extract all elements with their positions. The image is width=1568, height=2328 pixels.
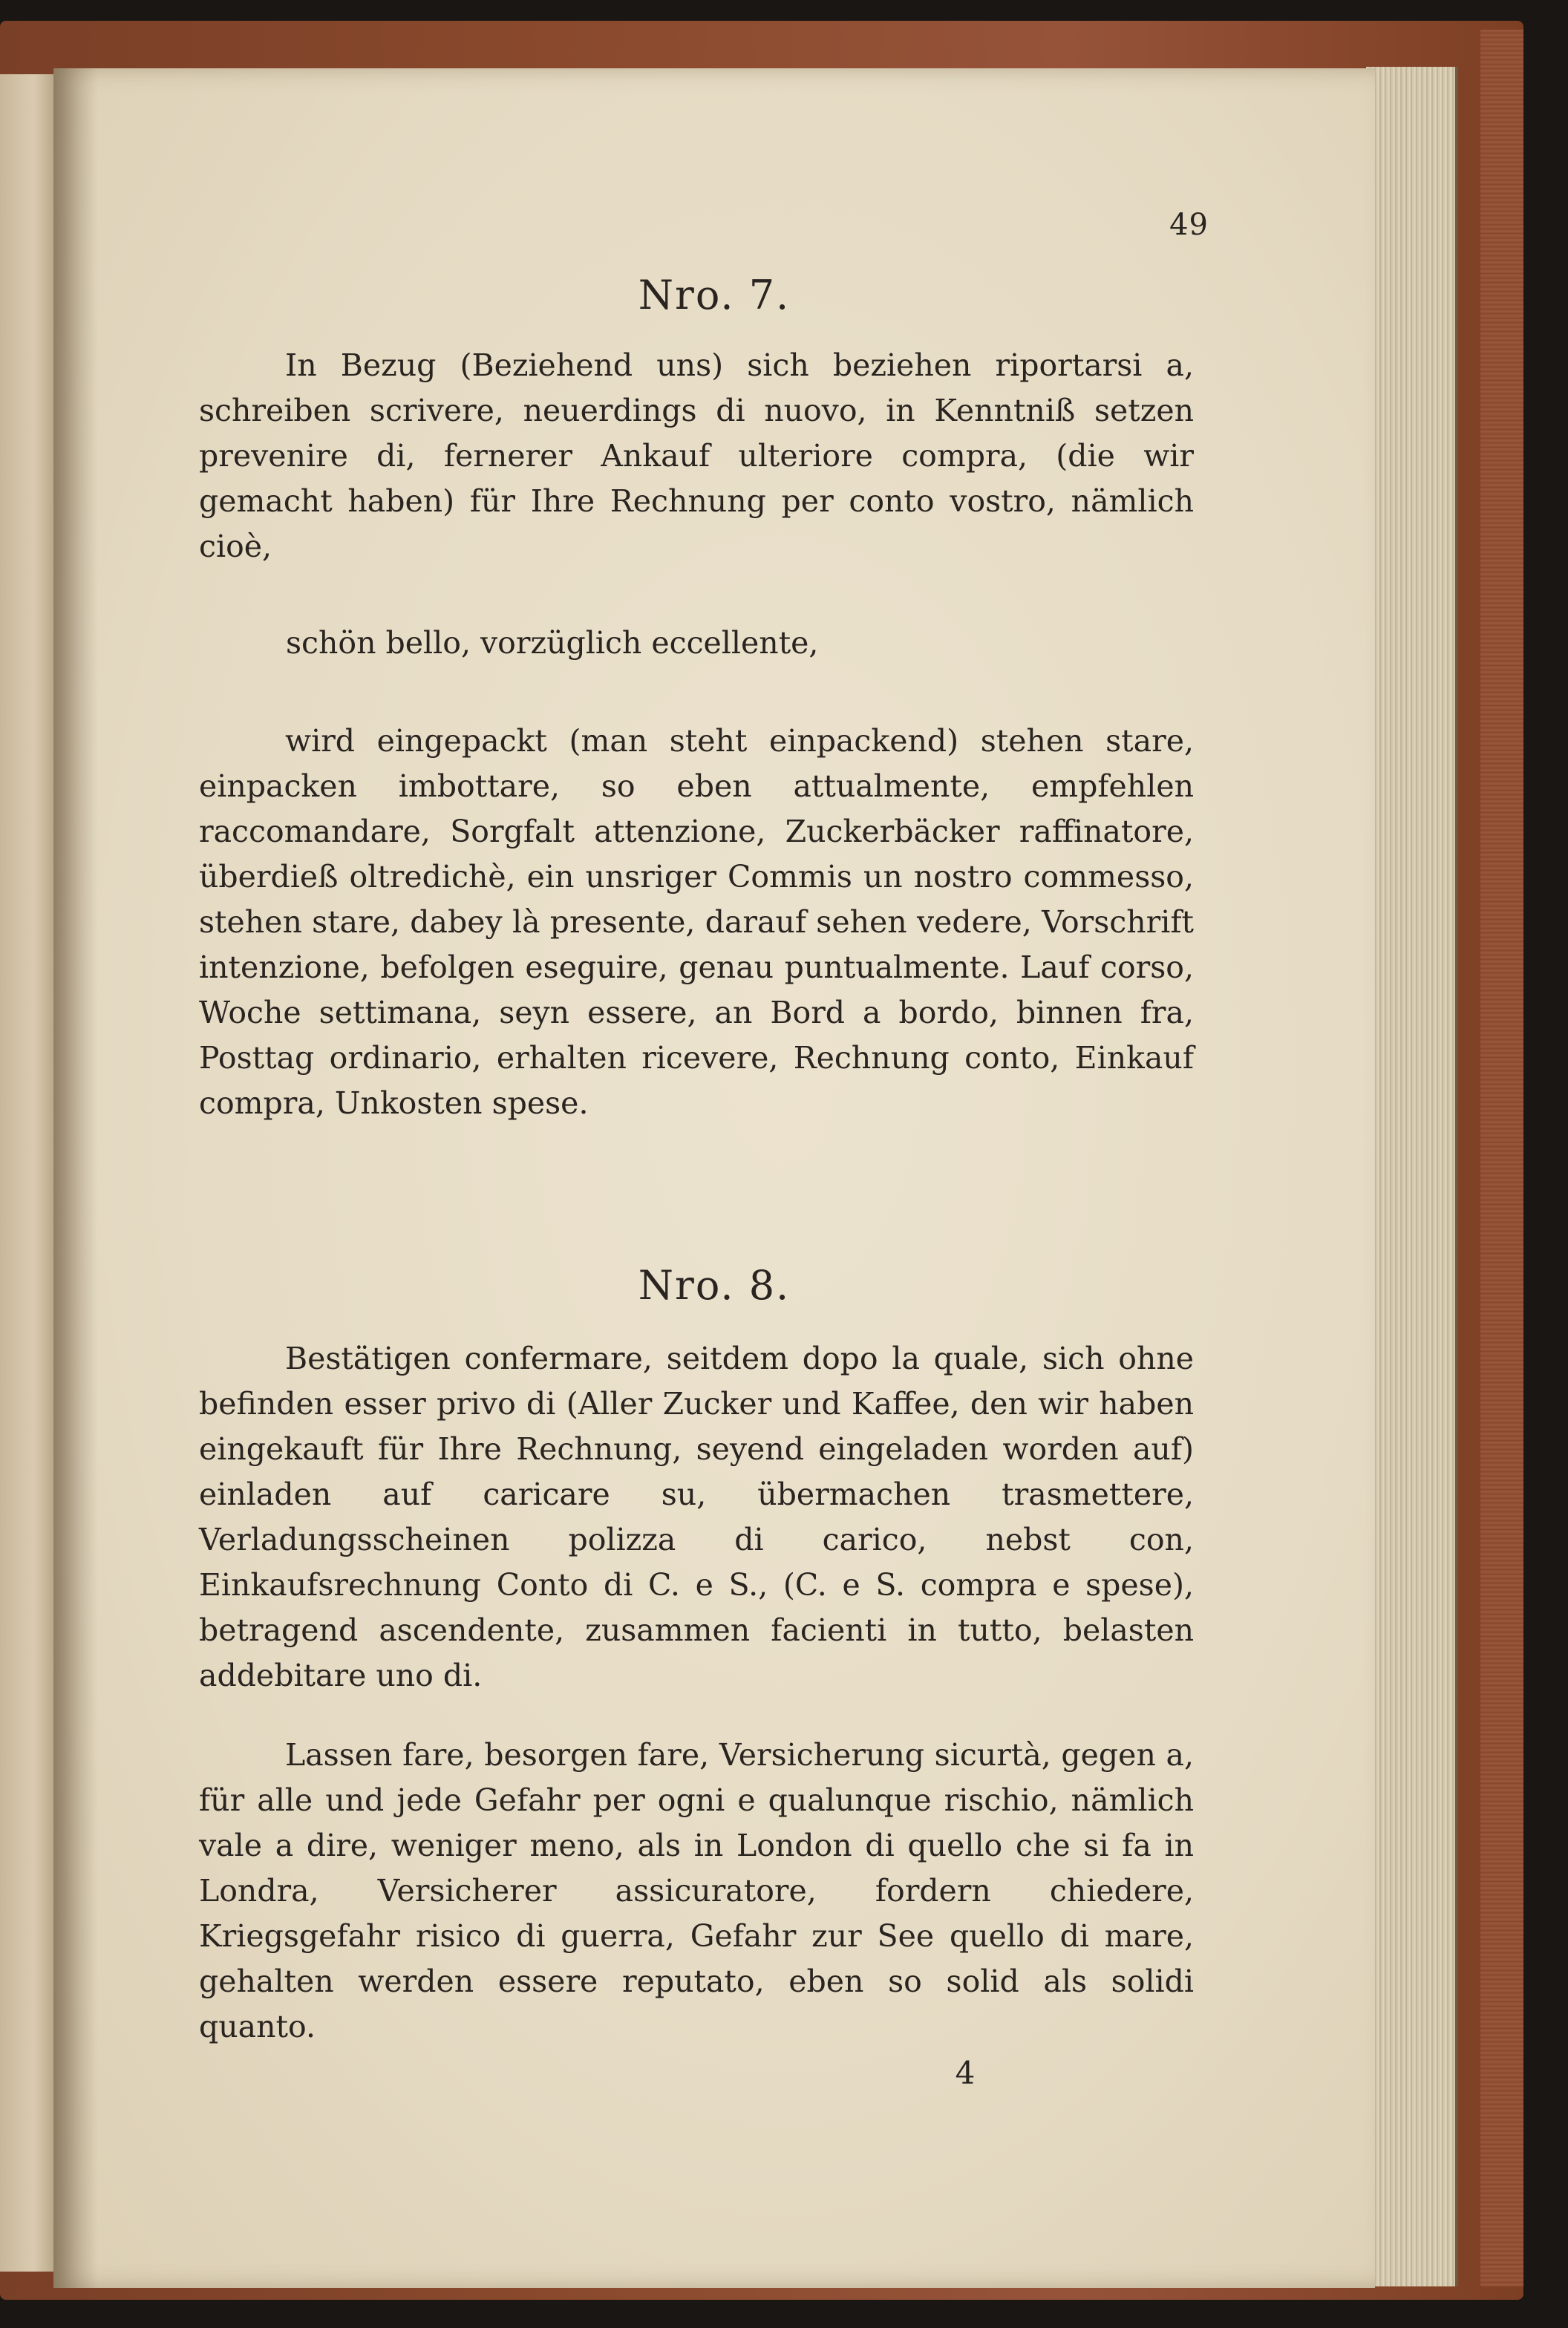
section-7-paragraph-3: wird eingepackt (man steht einpackend) stehen stare, einpacken imbottare, so eben attualmente, empfehlen raccomandare, Sorgfalt attenzione, Zuckerbäcker raffinatore, überdieß oltredichè, ein unsriger Commis un nostro commesso, stehen stare, dabey là presente, darauf sehen vedere, Vorschrift intenzione, befolgen eseguire, genau puntualmente. Lauf corso, Woche settimana, seyn essere, an Bord a bordo, binnen fra, Posttag ordinario, erhalten ricevere, Rechnung conto, Einkauf compra, Unkosten spese. [199,723,1194,1121]
section-7-heading: Nro. 7. [638,272,791,318]
left-page-edge [0,74,56,2272]
page-number: 49 [1169,208,1209,242]
section-7-paragraph-2: schön bello, vorzüglich eccellente, [286,625,819,661]
section-8-heading: Nro. 8. [638,1262,791,1309]
signature-mark: 4 [955,2055,976,2091]
gutter-shadow [53,68,98,2288]
section-8-paragraph-1: Bestätigen confermare, seitdem dopo la quale, sich ohne befinden esser privo di (Aller Zucker und Kaffee, den wir haben eingekauft für Ihre Rechnung, seyend eingeladen worden auf) einladen auf caricare su, übermachen trasmettere, Verladungsscheinen polizza di carico, nebst con, Einkaufsrechnung Conto di C. e S., (C. e S. compra e spese), betragend ascendente, zusammen facienti in tutto, belasten addebitare uno di. [199,1341,1194,1693]
section-7-paragraph-1: In Bezug (Beziehend uns) sich beziehen riportarsi a, schreiben scrivere, neuerdings di nuovo, in Kenntniß setzen prevenire di, fernerer Ankauf ulteriore compra, (die wir gemacht haben) für Ihre Rechnung per conto vostro, nämlich cioè, [199,347,1194,564]
cover-spine-edge [1480,30,1523,2286]
section-8-paragraph-2: Lassen fare, besorgen fare, Versicherung sicurtà, gegen a, für alle und jede Gefahr per ogni e qualunque rischio, nämlich vale a dire, weniger meno, als in London di quello che si fa in Londra, Versicherer assicuratore, fordern chiedere, Kriegsgefahr risico di guerra, Gefahr zur See quello di mare, gehalten werden essere reputato, eben so solid als solidi quanto. [199,1737,1194,2044]
page-fore-edge [1366,67,1458,2286]
